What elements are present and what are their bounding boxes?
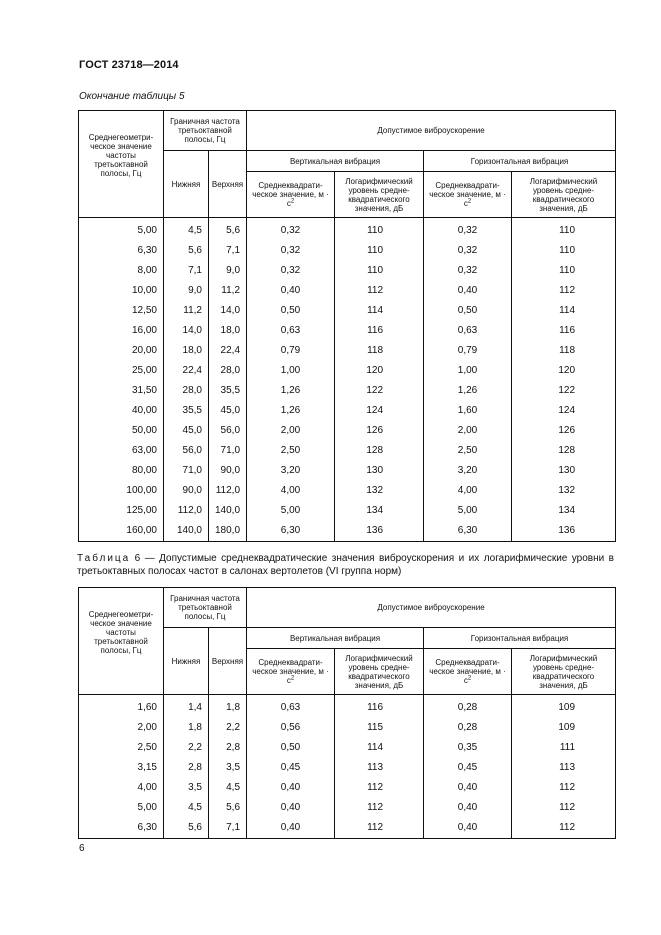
cell-horizontal-log: 114 <box>512 301 616 321</box>
cell-vertical-log: 130 <box>335 461 424 481</box>
table-row <box>79 421 616 441</box>
cell-horizontal-rms: 3,20 <box>424 461 512 481</box>
cell-horizontal-rms: 5,00 <box>424 501 512 521</box>
header-horizontal-log-level: Логарифмический уровень средне-квадратического значения, дБ <box>512 649 616 695</box>
header-upper: Верхняя <box>209 628 247 695</box>
cell-horizontal-rms: 0,63 <box>424 321 512 341</box>
cell-horizontal-log: 130 <box>512 461 616 481</box>
cell-vertical-rms: 0,63 <box>247 321 335 341</box>
table-row <box>79 341 616 361</box>
cell-center-frequency: 63,00 <box>79 441 164 461</box>
cell-upper-limit: 5,6 <box>209 798 247 818</box>
table-row <box>79 818 616 839</box>
cell-center-frequency: 5,00 <box>79 218 164 242</box>
cell-vertical-rms: 0,79 <box>247 341 335 361</box>
cell-vertical-rms: 3,20 <box>247 461 335 481</box>
cell-upper-limit: 140,0 <box>209 501 247 521</box>
table-row <box>79 321 616 341</box>
cell-center-frequency: 4,00 <box>79 778 164 798</box>
cell-lower-limit: 3,5 <box>164 778 209 798</box>
table-row <box>79 241 616 261</box>
cell-center-frequency: 40,00 <box>79 401 164 421</box>
cell-lower-limit: 11,2 <box>164 301 209 321</box>
cell-vertical-rms: 0,32 <box>247 241 335 261</box>
cell-horizontal-log: 134 <box>512 501 616 521</box>
cell-upper-limit: 14,0 <box>209 301 247 321</box>
table-row <box>79 798 616 818</box>
cell-center-frequency: 2,50 <box>79 738 164 758</box>
cell-center-frequency: 6,30 <box>79 241 164 261</box>
table-row <box>79 521 616 542</box>
cell-horizontal-rms: 0,45 <box>424 758 512 778</box>
cell-horizontal-log: 111 <box>512 738 616 758</box>
cell-vertical-log: 110 <box>335 261 424 281</box>
header-vertical-vibration: Вертикальная вибрация <box>247 151 424 172</box>
table-row <box>79 281 616 301</box>
cell-lower-limit: 28,0 <box>164 381 209 401</box>
table-row <box>79 695 616 719</box>
cell-upper-limit: 2,8 <box>209 738 247 758</box>
cell-vertical-rms: 2,00 <box>247 421 335 441</box>
cell-lower-limit: 4,5 <box>164 798 209 818</box>
cell-center-frequency: 10,00 <box>79 281 164 301</box>
header-vertical-vibration: Вертикальная вибрация <box>247 628 424 649</box>
table-row <box>79 441 616 461</box>
cell-vertical-log: 124 <box>335 401 424 421</box>
cell-lower-limit: 112,0 <box>164 501 209 521</box>
cell-upper-limit: 4,5 <box>209 778 247 798</box>
cell-lower-limit: 45,0 <box>164 421 209 441</box>
header-vertical-rms: Среднеквадрати-ческое значение, $м \cdot с^2$ <box>247 172 335 218</box>
cell-horizontal-rms: 0,32 <box>424 261 512 281</box>
header-allowed-acceleration: Допустимое виброускорение <box>247 588 616 628</box>
cell-lower-limit: 2,8 <box>164 758 209 778</box>
cell-center-frequency: 160,00 <box>79 521 164 542</box>
cell-vertical-rms: 0,40 <box>247 281 335 301</box>
cell-vertical-log: 126 <box>335 421 424 441</box>
cell-horizontal-log: 128 <box>512 441 616 461</box>
table-row <box>79 361 616 381</box>
header-vertical-rms: Среднеквадрати-ческое значение, $м \cdot с^2$ <box>247 649 335 695</box>
cell-upper-limit: 1,8 <box>209 695 247 719</box>
cell-vertical-rms: 0,50 <box>247 301 335 321</box>
cell-horizontal-rms: 0,32 <box>424 241 512 261</box>
cell-horizontal-log: 120 <box>512 361 616 381</box>
table-row <box>79 758 616 778</box>
cell-lower-limit: 18,0 <box>164 341 209 361</box>
cell-lower-limit: 22,4 <box>164 361 209 381</box>
cell-upper-limit: 7,1 <box>209 818 247 839</box>
cell-horizontal-log: 110 <box>512 261 616 281</box>
cell-upper-limit: 112,0 <box>209 481 247 501</box>
cell-vertical-rms: 6,30 <box>247 521 335 542</box>
cell-lower-limit: 5,6 <box>164 818 209 839</box>
cell-vertical-rms: 1,26 <box>247 381 335 401</box>
cell-lower-limit: 1,8 <box>164 718 209 738</box>
cell-lower-limit: 2,2 <box>164 738 209 758</box>
cell-lower-limit: 9,0 <box>164 281 209 301</box>
cell-center-frequency: 20,00 <box>79 341 164 361</box>
cell-vertical-rms: 5,00 <box>247 501 335 521</box>
cell-center-frequency: 25,00 <box>79 361 164 381</box>
cell-horizontal-rms: 0,79 <box>424 341 512 361</box>
cell-horizontal-rms: 4,00 <box>424 481 512 501</box>
cell-vertical-log: 116 <box>335 695 424 719</box>
cell-center-frequency: 3,15 <box>79 758 164 778</box>
cell-upper-limit: 71,0 <box>209 441 247 461</box>
table-row <box>79 778 616 798</box>
cell-upper-limit: 180,0 <box>209 521 247 542</box>
cell-center-frequency: 80,00 <box>79 461 164 481</box>
cell-vertical-log: 112 <box>335 798 424 818</box>
cell-vertical-rms: 0,40 <box>247 818 335 839</box>
cell-horizontal-log: 132 <box>512 481 616 501</box>
vibration-table-6 <box>78 587 616 839</box>
cell-center-frequency: 2,00 <box>79 718 164 738</box>
cell-horizontal-rms: 0,28 <box>424 695 512 719</box>
cell-center-frequency: 5,00 <box>79 798 164 818</box>
table5-continuation-caption: Окончание таблицы 5 <box>79 91 185 102</box>
header-lower: Нижняя <box>164 151 209 218</box>
cell-lower-limit: 7,1 <box>164 261 209 281</box>
cell-upper-limit: 9,0 <box>209 261 247 281</box>
cell-horizontal-rms: 0,40 <box>424 818 512 839</box>
cell-vertical-rms: 0,40 <box>247 798 335 818</box>
cell-horizontal-log: 110 <box>512 218 616 242</box>
cell-vertical-log: 113 <box>335 758 424 778</box>
cell-horizontal-rms: 6,30 <box>424 521 512 542</box>
cell-horizontal-log: 109 <box>512 718 616 738</box>
cell-lower-limit: 14,0 <box>164 321 209 341</box>
table-row <box>79 401 616 421</box>
cell-upper-limit: 2,2 <box>209 718 247 738</box>
cell-horizontal-rms: 0,40 <box>424 778 512 798</box>
cell-horizontal-log: 112 <box>512 818 616 839</box>
header-center-frequency: Среднегеометри-ческое значение частоты третьоктавной полосы, Гц <box>79 588 164 695</box>
cell-horizontal-log: 113 <box>512 758 616 778</box>
cell-vertical-log: 110 <box>335 218 424 242</box>
cell-upper-limit: 7,1 <box>209 241 247 261</box>
cell-upper-limit: 22,4 <box>209 341 247 361</box>
page-number: 6 <box>79 843 85 854</box>
header-band-limits: Граничная частота третьоктавной полосы, Гц <box>164 111 247 151</box>
cell-lower-limit: 90,0 <box>164 481 209 501</box>
cell-vertical-rms: 0,63 <box>247 695 335 719</box>
cell-vertical-rms: 1,26 <box>247 401 335 421</box>
cell-vertical-log: 122 <box>335 381 424 401</box>
cell-lower-limit: 56,0 <box>164 441 209 461</box>
table-row <box>79 301 616 321</box>
table-row <box>79 261 616 281</box>
header-horizontal-rms: Среднеквадрати-ческое значение, $м \cdot с^2$ <box>424 172 512 218</box>
cell-lower-limit: 140,0 <box>164 521 209 542</box>
cell-vertical-log: 112 <box>335 281 424 301</box>
cell-vertical-log: 120 <box>335 361 424 381</box>
cell-horizontal-rms: 0,28 <box>424 718 512 738</box>
document-title: ГОСТ 23718—2014 <box>79 59 179 71</box>
cell-horizontal-log: 110 <box>512 241 616 261</box>
cell-vertical-log: 114 <box>335 301 424 321</box>
header-horizontal-vibration: Горизонтальная вибрация <box>424 151 616 172</box>
cell-vertical-log: 112 <box>335 778 424 798</box>
vibration-table-5 <box>78 110 616 542</box>
cell-vertical-rms: 0,32 <box>247 218 335 242</box>
table-row <box>79 481 616 501</box>
cell-upper-limit: 3,5 <box>209 758 247 778</box>
cell-upper-limit: 45,0 <box>209 401 247 421</box>
table-row <box>79 218 616 242</box>
cell-horizontal-rms: 0,40 <box>424 798 512 818</box>
cell-vertical-rms: 2,50 <box>247 441 335 461</box>
table-row <box>79 738 616 758</box>
header-vertical-log-level: Логарифмический уровень средне-квадратического значения, дБ <box>335 649 424 695</box>
header-horizontal-log-level: Логарифмический уровень средне-квадратического значения, дБ <box>512 172 616 218</box>
cell-horizontal-rms: 1,26 <box>424 381 512 401</box>
cell-upper-limit: 56,0 <box>209 421 247 441</box>
cell-upper-limit: 18,0 <box>209 321 247 341</box>
cell-lower-limit: 4,5 <box>164 218 209 242</box>
table6-caption: Таблица 6 — Допустимые среднеквадратические значения виброускорения и их логарифмические уровни в третьоктавных полосах частот в салонах вертолетов (VI группа норм) <box>77 553 614 577</box>
cell-horizontal-log: 122 <box>512 381 616 401</box>
cell-center-frequency: 31,50 <box>79 381 164 401</box>
cell-lower-limit: 1,4 <box>164 695 209 719</box>
table-row <box>79 718 616 738</box>
cell-center-frequency: 8,00 <box>79 261 164 281</box>
cell-vertical-log: 116 <box>335 321 424 341</box>
header-band-limits: Граничная частота третьоктавной полосы, Гц <box>164 588 247 628</box>
cell-horizontal-log: 112 <box>512 798 616 818</box>
cell-lower-limit: 35,5 <box>164 401 209 421</box>
cell-upper-limit: 35,5 <box>209 381 247 401</box>
cell-upper-limit: 90,0 <box>209 461 247 481</box>
header-vertical-log-level: Логарифмический уровень средне-квадратического значения, дБ <box>335 172 424 218</box>
cell-horizontal-rms: 0,32 <box>424 218 512 242</box>
cell-horizontal-log: 112 <box>512 281 616 301</box>
cell-center-frequency: 6,30 <box>79 818 164 839</box>
cell-upper-limit: 11,2 <box>209 281 247 301</box>
cell-vertical-rms: 0,40 <box>247 778 335 798</box>
header-lower: Нижняя <box>164 628 209 695</box>
header-allowed-acceleration: Допустимое виброускорение <box>247 111 616 151</box>
cell-center-frequency: 100,00 <box>79 481 164 501</box>
cell-vertical-log: 132 <box>335 481 424 501</box>
cell-center-frequency: 1,60 <box>79 695 164 719</box>
cell-center-frequency: 16,00 <box>79 321 164 341</box>
cell-vertical-log: 136 <box>335 521 424 542</box>
cell-upper-limit: 28,0 <box>209 361 247 381</box>
cell-vertical-log: 112 <box>335 818 424 839</box>
cell-horizontal-log: 116 <box>512 321 616 341</box>
cell-center-frequency: 50,00 <box>79 421 164 441</box>
cell-horizontal-log: 112 <box>512 778 616 798</box>
header-horizontal-rms: Среднеквадрати-ческое значение, $м \cdot с^2$ <box>424 649 512 695</box>
cell-vertical-rms: 4,00 <box>247 481 335 501</box>
cell-vertical-log: 128 <box>335 441 424 461</box>
cell-horizontal-log: 124 <box>512 401 616 421</box>
cell-horizontal-rms: 1,00 <box>424 361 512 381</box>
header-upper: Верхняя <box>209 151 247 218</box>
cell-horizontal-rms: 0,50 <box>424 301 512 321</box>
cell-center-frequency: 125,00 <box>79 501 164 521</box>
cell-horizontal-rms: 2,50 <box>424 441 512 461</box>
cell-horizontal-rms: 2,00 <box>424 421 512 441</box>
cell-horizontal-log: 126 <box>512 421 616 441</box>
cell-lower-limit: 5,6 <box>164 241 209 261</box>
cell-vertical-log: 110 <box>335 241 424 261</box>
cell-center-frequency: 12,50 <box>79 301 164 321</box>
cell-horizontal-rms: 0,40 <box>424 281 512 301</box>
cell-vertical-log: 118 <box>335 341 424 361</box>
cell-lower-limit: 71,0 <box>164 461 209 481</box>
table-row <box>79 461 616 481</box>
cell-vertical-rms: 0,56 <box>247 718 335 738</box>
cell-horizontal-rms: 0,35 <box>424 738 512 758</box>
table-row <box>79 381 616 401</box>
cell-vertical-rms: 0,32 <box>247 261 335 281</box>
header-center-frequency: Среднегеометри-ческое значение частоты третьоктавной полосы, Гц <box>79 111 164 218</box>
cell-vertical-log: 134 <box>335 501 424 521</box>
cell-vertical-log: 114 <box>335 738 424 758</box>
cell-vertical-rms: 1,00 <box>247 361 335 381</box>
cell-horizontal-log: 109 <box>512 695 616 719</box>
cell-upper-limit: 5,6 <box>209 218 247 242</box>
cell-vertical-log: 115 <box>335 718 424 738</box>
cell-horizontal-log: 136 <box>512 521 616 542</box>
cell-horizontal-rms: 1,60 <box>424 401 512 421</box>
header-horizontal-vibration: Горизонтальная вибрация <box>424 628 616 649</box>
cell-vertical-rms: 0,50 <box>247 738 335 758</box>
table-row <box>79 501 616 521</box>
cell-vertical-rms: 0,45 <box>247 758 335 778</box>
cell-horizontal-log: 118 <box>512 341 616 361</box>
